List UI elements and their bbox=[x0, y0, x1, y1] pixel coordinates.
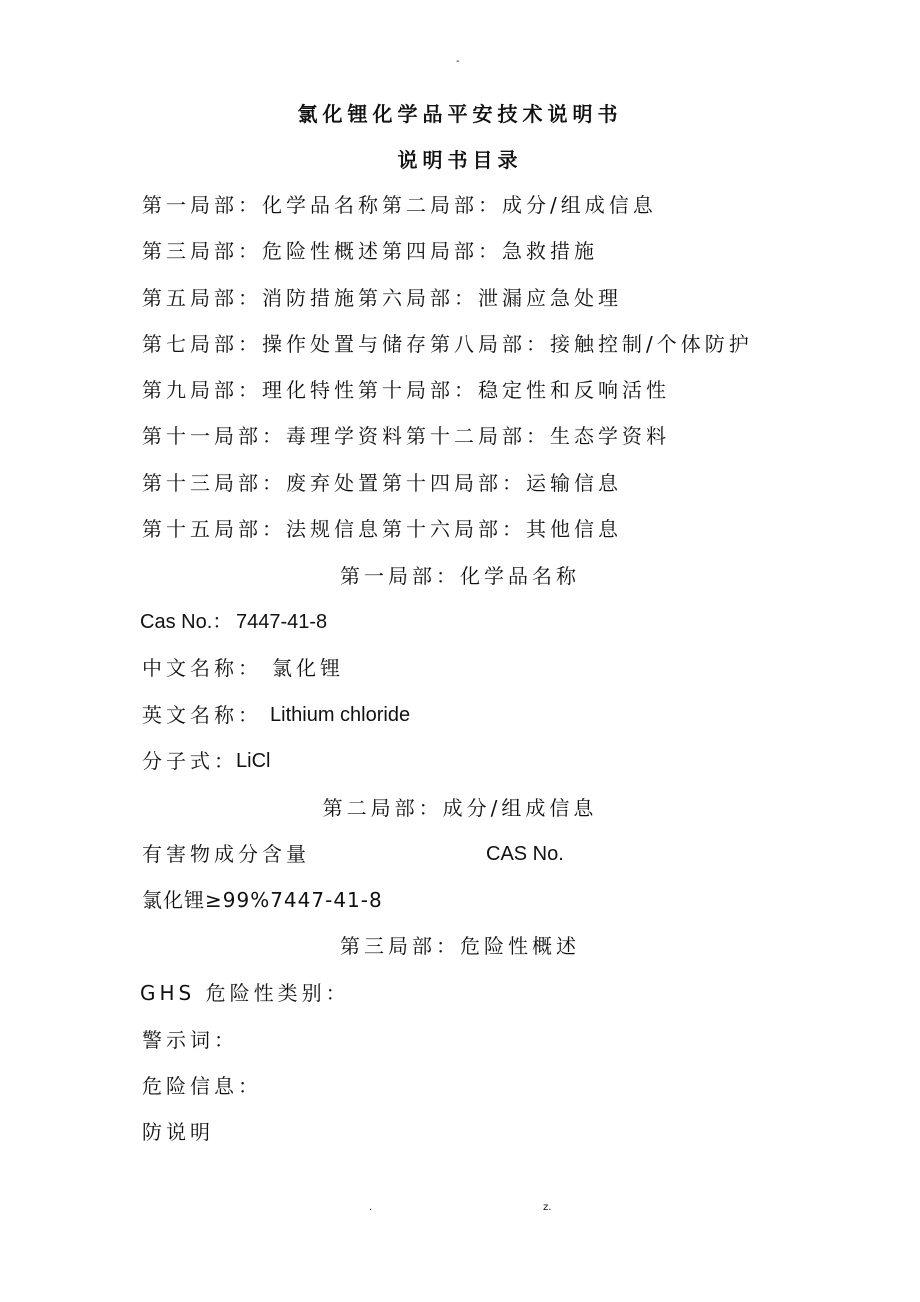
cas-value: 7447-41-8 bbox=[236, 611, 328, 633]
formula-label: 分子式： bbox=[142, 749, 238, 773]
toc-line: 第十三局部：废弃处置第十四局部：运输信息 bbox=[142, 471, 622, 495]
precaution-label: 防说明 bbox=[142, 1120, 214, 1144]
document-title: 氯化锂化学品平安技术说明书 bbox=[297, 102, 623, 126]
en-name-value: Lithium chloride bbox=[270, 704, 411, 726]
cn-name-value: 氯化锂 bbox=[272, 656, 344, 680]
ghs-label: GHS 危险性类别： bbox=[140, 981, 350, 1005]
toc-line: 第十一局部：毒理学资料第十二局部：生态学资料 bbox=[142, 424, 670, 448]
column-header-component: 有害物成分含量 bbox=[142, 842, 310, 866]
toc-line: 第五局部：消防措施第六局部：泄漏应急处理 bbox=[142, 286, 622, 310]
section2-heading: 第二局部：成分/组成信息 bbox=[322, 796, 598, 820]
cas-label: Cas No.： bbox=[140, 611, 233, 633]
header-mark: - bbox=[456, 56, 460, 67]
en-name-label: 英文名称： bbox=[142, 703, 262, 727]
cn-name-label: 中文名称： bbox=[142, 656, 262, 680]
section1-heading: 第一局部：化学品名称 bbox=[340, 564, 580, 588]
toc-line: 第九局部：理化特性第十局部：稳定性和反响活性 bbox=[142, 378, 670, 402]
column-header-cas: CAS No. bbox=[486, 843, 564, 865]
toc-line: 第一局部：化学品名称第二局部：成分/组成信息 bbox=[142, 193, 657, 217]
toc-line: 第十五局部：法规信息第十六局部：其他信息 bbox=[142, 517, 622, 541]
footer-right-mark: z. bbox=[543, 1202, 552, 1213]
section3-heading: 第三局部：危险性概述 bbox=[340, 934, 580, 958]
toc-line: 第三局部：危险性概述第四局部：急救措施 bbox=[142, 239, 598, 263]
toc-heading: 说明书目录 bbox=[397, 148, 523, 172]
formula-value: LiCl bbox=[236, 750, 271, 772]
toc-line: 第七局部：操作处置与储存第八局部：接触控制/个体防护 bbox=[142, 332, 753, 356]
component-row: 氯化锂≥99%7447-41-8 bbox=[142, 888, 383, 912]
footer-left-mark: . bbox=[369, 1202, 373, 1213]
signal-word-label: 警示词： bbox=[142, 1028, 238, 1052]
hazard-info-label: 危险信息： bbox=[142, 1074, 262, 1098]
